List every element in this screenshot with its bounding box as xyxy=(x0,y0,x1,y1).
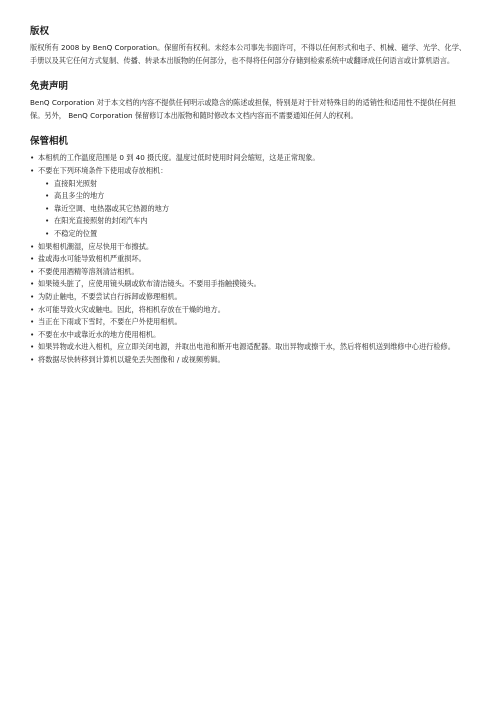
sub-list-item: • 靠近空调、电热器或其它热源的地方 xyxy=(38,203,470,216)
list-item: • 当正在下雨或下雪时，不要在户外使用相机。 xyxy=(30,316,470,329)
list-item: • 水可能导致火灾或触电。因此，将相机存放在干燥的地方。 xyxy=(30,304,470,317)
copyright-body: 版权所有 2008 by BenQ Corporation。保留所有权利。未经本公司事先书面许可，不得以任何形式和电子、机械、磁学、光学、化学、手册以及其它任何方式复制、传播、转录本出版物的任何部分，也不得将任何部分存储到检索系统中或翻译成任何语言或计算机语言。 xyxy=(30,43,467,65)
document-page xyxy=(30,26,470,380)
camera-care-section xyxy=(30,136,470,366)
disclaimer-body: BenQ Corporation 对于本文档的内容不提供任何明示或隐含的陈述或担保，特别是对于针对特殊目的的适销性和适用性不提供任何担保。另外， BenQ Corporation 保留修订本出版物和随时修改本文档内容而不需要通知任何人的权利。 xyxy=(30,98,456,120)
list-item: • 盐或海水可能导致相机严重损坏。 xyxy=(30,253,470,266)
list-item: • 不要使用酒精等溶剂清洁相机。 xyxy=(30,266,470,279)
list-item-text: 不要在下列环境条件下使用或存放相机： xyxy=(38,165,168,175)
list-item: • 本相机的工作温度范围是 0 到 40 摄氏度。温度过低时使用时间会缩短，这是正常现象。 xyxy=(30,152,470,165)
list-item: • 将数据尽快转移到计算机以避免丢失图像和 / 或视频剪辑。 xyxy=(30,354,470,367)
disclaimer-section xyxy=(30,81,470,122)
camera-care-list xyxy=(30,152,470,366)
copyright-section xyxy=(30,26,470,67)
copyright-heading: 版权 xyxy=(30,26,50,37)
camera-care-heading: 保管相机 xyxy=(30,136,69,148)
sub-list-item: • 高且多尘的地方 xyxy=(38,190,470,203)
list-item xyxy=(30,165,470,241)
list-item: • 不要在水中或靠近水的地方使用相机。 xyxy=(30,329,470,342)
sub-list-item: • 在阳光直接照射的封闭汽车内 xyxy=(38,215,470,228)
list-item: • 如果镜头脏了，应使用镜头刷或软布清洁镜头。不要用手指触摸镜头。 xyxy=(30,278,470,291)
sub-list xyxy=(38,178,470,241)
list-item: • 如果相机潮湿，应尽快用干布擦拭。 xyxy=(30,241,470,254)
sub-list-item: • 不稳定的位置 xyxy=(38,228,470,241)
disclaimer-heading: 免责声明 xyxy=(30,81,69,93)
list-item: • 如果异物或水进入相机，应立即关闭电源，并取出电池和断开电源适配器。取出异物或擦干水，然后将相机送到维修中心进行检修。 xyxy=(30,341,470,354)
list-item: • 为防止触电，不要尝试自行拆卸或修理相机。 xyxy=(30,291,470,304)
sub-list-item: • 直接阳光照射 xyxy=(38,178,470,191)
